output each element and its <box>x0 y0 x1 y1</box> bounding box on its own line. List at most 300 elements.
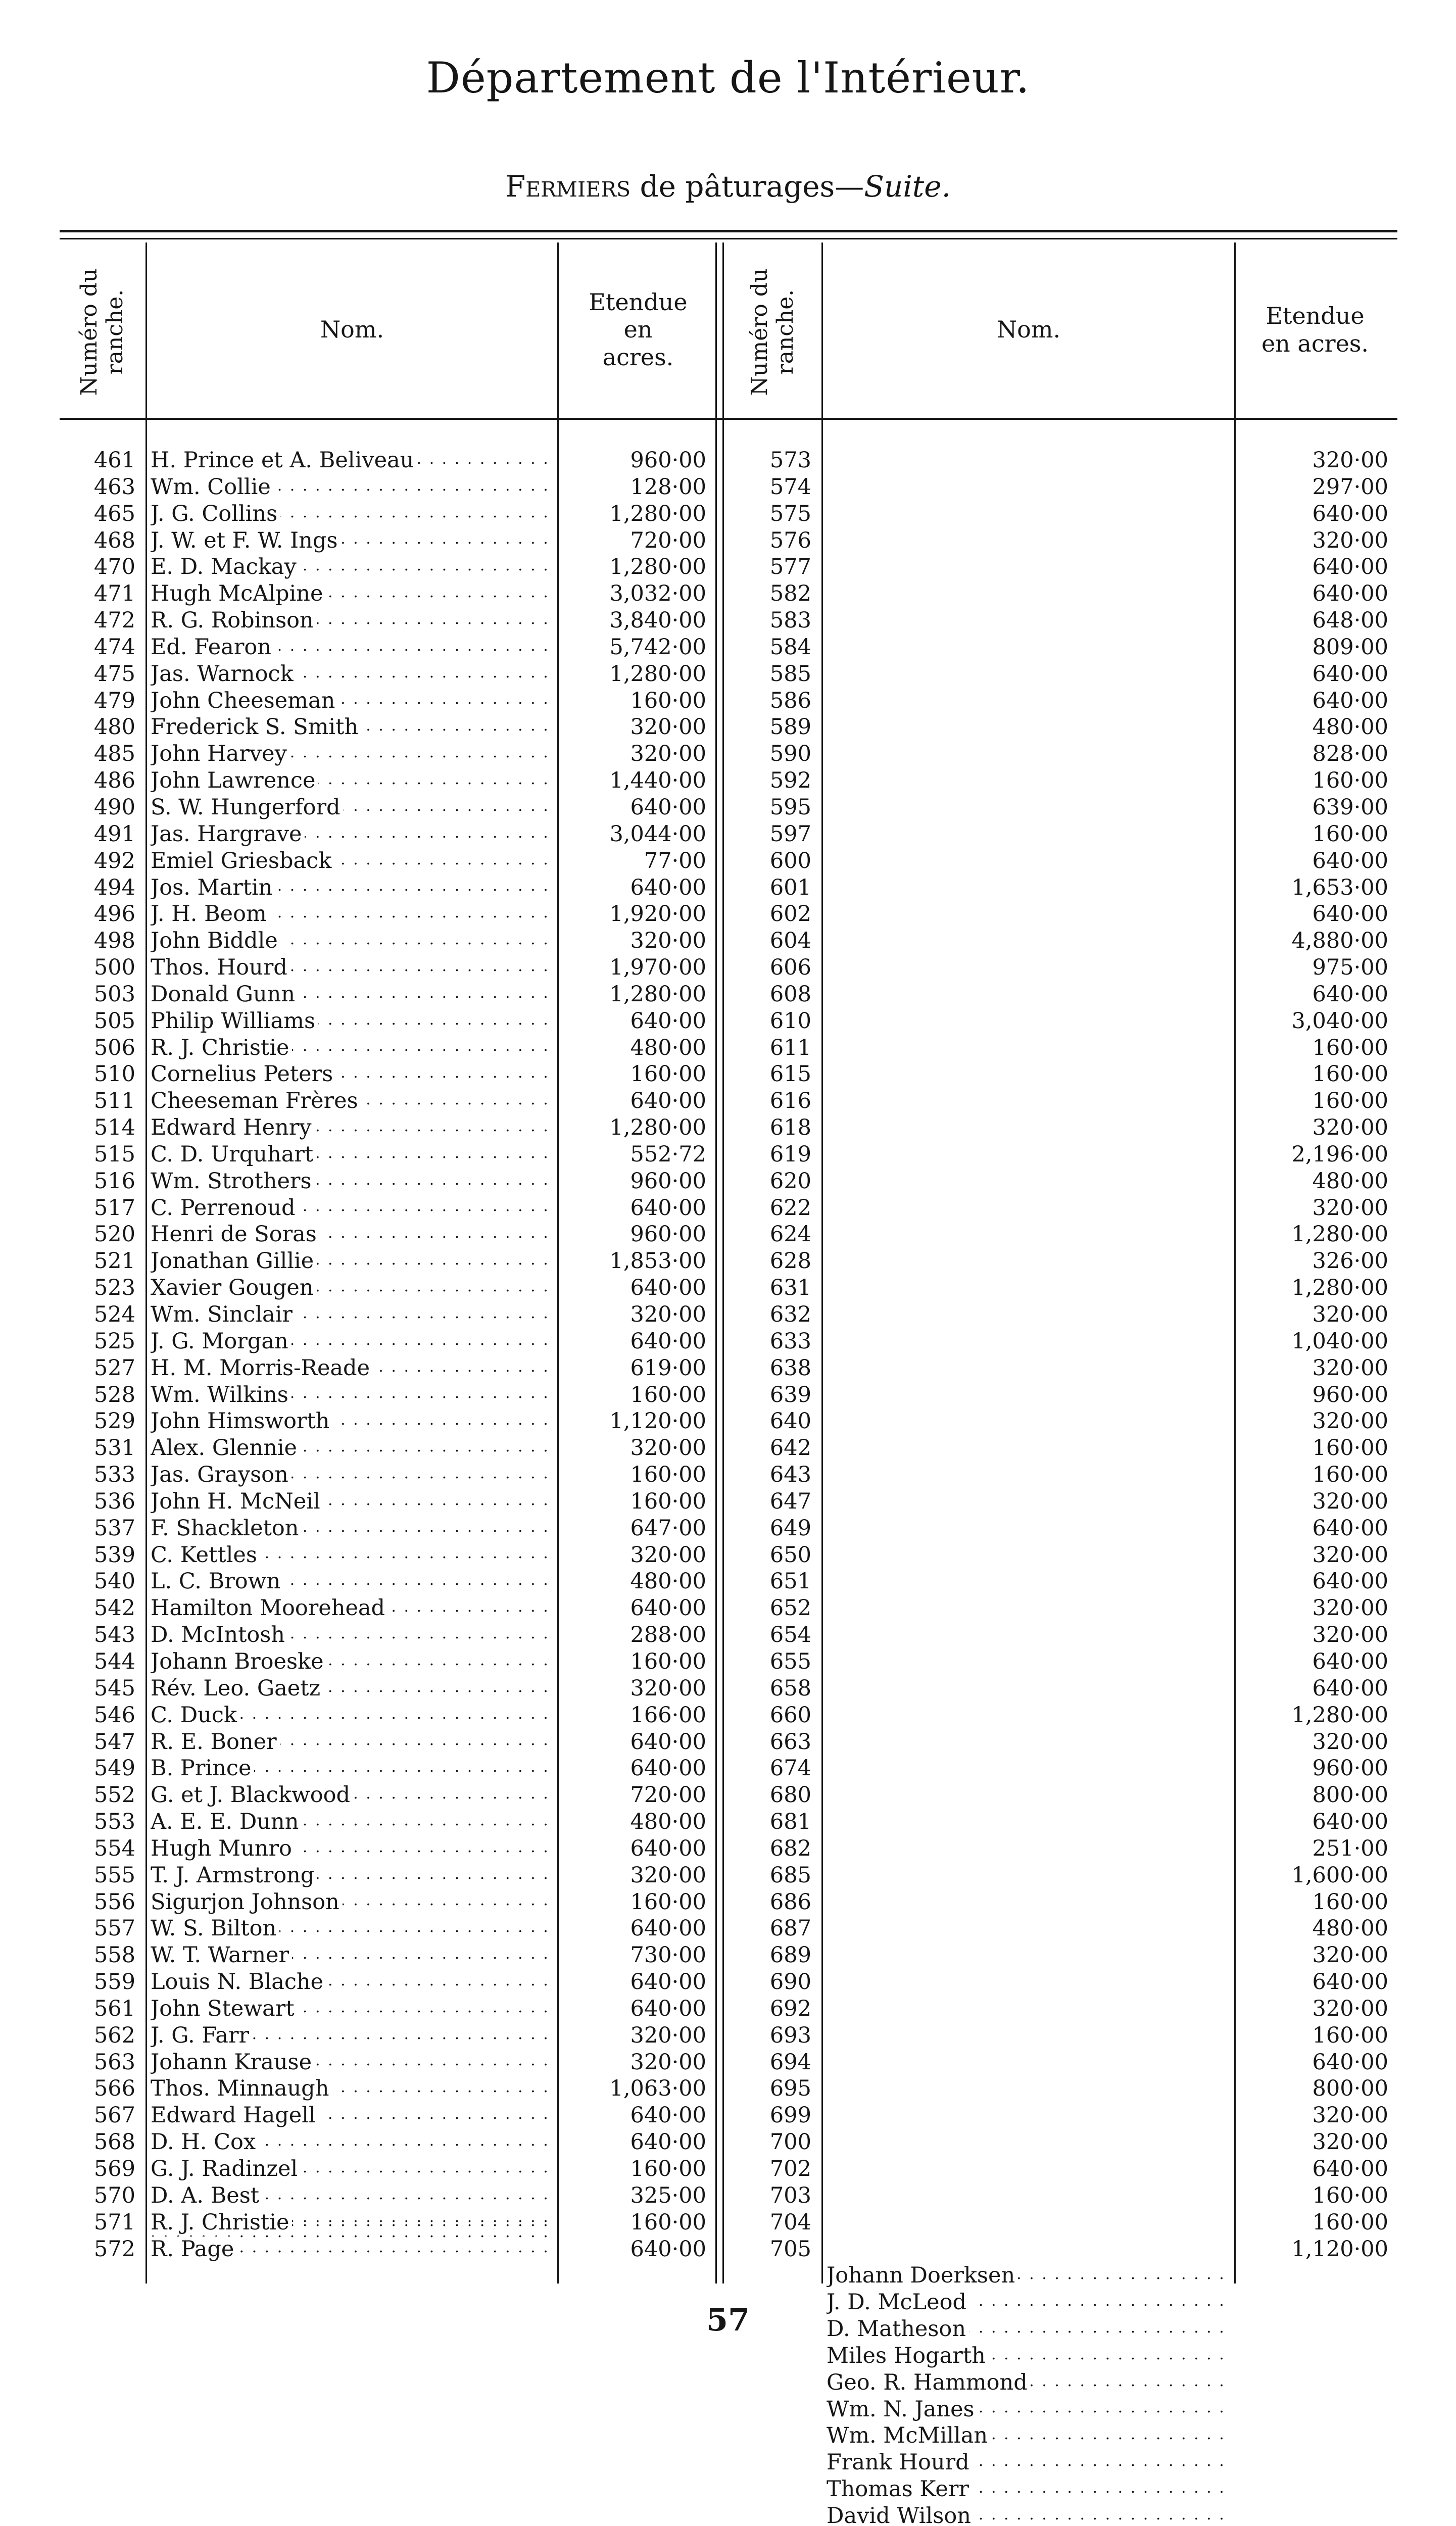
rancher-name-text: Geo. R. Hammond <box>827 2370 1031 2395</box>
area-acres: 320·00 <box>630 741 706 767</box>
area-acres: 640·00 <box>1312 1969 1388 1995</box>
area-acres: 640·00 <box>630 1996 706 2021</box>
area-acres: 975·00 <box>1312 955 1388 981</box>
ranch-number: 569 <box>93 2156 135 2181</box>
area-acres: 640·00 <box>1312 688 1388 713</box>
rancher-name-text: D. McIntosh <box>151 1622 288 1647</box>
ranch-number: 572 <box>93 2236 135 2262</box>
ranch-number: 674 <box>769 1756 811 1781</box>
rancher-name-text: Hugh McAlpine <box>151 581 326 606</box>
ranch-number: 525 <box>93 1328 135 1354</box>
rancher-name <box>827 2343 1228 2369</box>
area-acres: 640·00 <box>630 2103 706 2128</box>
rancher-name-text: F. Shackleton <box>151 1516 302 1541</box>
rancher-name-text: Philip Williams <box>151 1008 318 1034</box>
rancher-name <box>151 447 550 474</box>
area-acres: 480·00 <box>1312 1916 1388 1941</box>
subtitle-caps: Fermiers <box>505 169 631 204</box>
area-acres: 320·00 <box>1312 1195 1388 1221</box>
area-acres: 640·00 <box>1312 581 1388 607</box>
rancher-name <box>151 1622 550 1648</box>
ranch-number: 539 <box>93 1542 135 1568</box>
area-acres: 960·00 <box>630 1168 706 1194</box>
rancher-name <box>151 1088 550 1114</box>
left-name-column <box>151 447 550 2262</box>
rancher-name-text: Edward Hagell <box>151 2103 319 2128</box>
rancher-name-text: C. Duck <box>151 1703 240 1728</box>
header-area-right <box>1257 242 1373 417</box>
rancher-name-text: Thomas Kerr <box>827 2476 972 2502</box>
ranch-number: 618 <box>769 1115 811 1141</box>
ranch-number: 650 <box>769 1542 811 1568</box>
header-name-label: Nom. <box>320 316 384 344</box>
area-acres: 1,280·00 <box>1291 1702 1388 1728</box>
area-acres: 320·00 <box>1312 1729 1388 1755</box>
ranch-number: 602 <box>769 901 811 927</box>
area-acres: 160·00 <box>630 2209 706 2235</box>
rancher-name <box>151 901 550 928</box>
ranch-number: 643 <box>769 1462 811 1488</box>
area-acres: 1,970·00 <box>609 955 706 981</box>
rancher-name-text: Xavier Gougen <box>151 1275 317 1300</box>
area-acres: 640·00 <box>1312 1648 1388 1674</box>
rancher-name-text: G. J. Radinzel <box>151 2156 301 2181</box>
rancher-name <box>151 1301 550 1328</box>
rancher-name-text: Alex. Glennie <box>151 1435 300 1461</box>
area-acres: 160·00 <box>630 688 706 713</box>
rancher-name <box>151 2182 550 2209</box>
rancher-name <box>151 661 550 688</box>
area-acres: 320·00 <box>630 1542 706 1568</box>
rancher-name-text: Johann Doerksen <box>827 2263 1018 2288</box>
rancher-name <box>151 2075 550 2102</box>
area-acres: 320·00 <box>630 1862 706 1888</box>
col-divider <box>1234 242 1236 2284</box>
area-acres: 320·00 <box>1312 527 1388 553</box>
ranch-number: 681 <box>769 1809 811 1835</box>
ranch-number: 682 <box>769 1835 811 1861</box>
ranch-number: 631 <box>769 1275 811 1301</box>
rancher-name-text: H. Prince et A. Beliveau <box>151 448 417 473</box>
rancher-name-text: Jonathan Gillie <box>151 1248 317 1274</box>
rancher-name-text: J. W. et F. W. Ings <box>151 528 341 553</box>
rancher-name-text: John Cheeseman <box>151 688 338 713</box>
rancher-name <box>151 794 550 821</box>
rancher-name <box>151 2102 550 2129</box>
rancher-name <box>151 1702 550 1729</box>
rancher-name <box>151 1008 550 1035</box>
ranch-number: 589 <box>769 714 811 740</box>
ranch-number: 480 <box>93 714 135 740</box>
rancher-name <box>151 1168 550 1195</box>
area-acres: 320·00 <box>1312 1542 1388 1568</box>
area-acres: 960·00 <box>1312 1756 1388 1781</box>
ranch-number: 545 <box>93 1675 135 1701</box>
rancher-name-text: Wm. Strothers <box>151 1169 315 1194</box>
ranch-number: 577 <box>769 554 811 580</box>
ranch-number: 686 <box>769 1889 811 1915</box>
ranch-number: 600 <box>769 848 811 873</box>
rancher-name <box>151 1328 550 1355</box>
ranch-number: 468 <box>93 527 135 553</box>
rancher-name <box>151 1542 550 1569</box>
page-number: 57 <box>706 2301 750 2338</box>
ranch-number: 693 <box>769 2022 811 2048</box>
rancher-name <box>827 2449 1228 2476</box>
area-acres: 320·00 <box>1312 1408 1388 1434</box>
ranch-number: 628 <box>769 1248 811 1274</box>
area-acres: 160·00 <box>1312 1435 1388 1461</box>
right-number-column <box>725 447 811 2262</box>
area-acres: 640·00 <box>630 794 706 820</box>
area-acres: 640·00 <box>630 2236 706 2262</box>
ranch-number: 521 <box>93 1248 135 1274</box>
area-acres: 640·00 <box>630 1916 706 1941</box>
area-acres: 800·00 <box>1312 2076 1388 2102</box>
rancher-name-text: J. G. Morgan <box>151 1329 292 1354</box>
ranch-number: 610 <box>769 1008 811 1034</box>
header-area-label: Etendue en acres. <box>1261 302 1369 357</box>
ranch-number: 520 <box>93 1222 135 1247</box>
ranch-number: 554 <box>93 1835 135 1861</box>
rancher-name-text: Sigurjon Johnson <box>151 1889 343 1915</box>
rancher-name <box>151 821 550 848</box>
rancher-name <box>151 1942 550 1969</box>
rancher-name-text: John Himsworth <box>151 1408 333 1434</box>
ranch-number: 490 <box>93 794 135 820</box>
subtitle-rest: de pâturages— <box>630 169 864 204</box>
rancher-name-text: Jas. Grayson <box>151 1462 292 1487</box>
rancher-name <box>151 928 550 954</box>
ranch-number: 571 <box>93 2209 135 2235</box>
ranch-number: 515 <box>93 1141 135 1167</box>
rancher-name <box>151 2022 550 2049</box>
rancher-name <box>151 1488 550 1515</box>
rancher-name <box>151 1648 550 1675</box>
area-acres: 1,280·00 <box>1291 1275 1388 1301</box>
ranch-number: 486 <box>93 768 135 794</box>
rancher-name <box>151 741 550 767</box>
area-acres: 720·00 <box>630 527 706 553</box>
rancher-name <box>827 2262 1228 2289</box>
area-acres: 730·00 <box>630 1942 706 1968</box>
rancher-name <box>151 1889 550 1916</box>
rancher-name <box>151 1114 550 1141</box>
rancher-name <box>151 1408 550 1435</box>
area-acres: 160·00 <box>1312 2209 1388 2235</box>
rancher-name-text: J. H. Beom <box>151 901 270 927</box>
rancher-name <box>151 2049 550 2076</box>
rancher-name <box>827 2476 1228 2503</box>
area-acres: 326·00 <box>1312 1248 1388 1274</box>
rancher-name <box>151 1462 550 1488</box>
rancher-name <box>151 688 550 714</box>
ranch-number: 498 <box>93 928 135 954</box>
ranch-number: 692 <box>769 1996 811 2021</box>
ranch-number: 485 <box>93 741 135 767</box>
ranch-number: 500 <box>93 955 135 981</box>
ranch-number: 575 <box>769 501 811 526</box>
rancher-name-text: John Biddle <box>151 928 281 953</box>
rancher-name-text: C. D. Urquhart <box>151 1142 316 1167</box>
ranch-number: 503 <box>93 981 135 1007</box>
rancher-name <box>151 1835 550 1862</box>
ranch-number: 491 <box>93 821 135 847</box>
header-bottom-rule <box>60 418 1397 420</box>
ranch-number: 624 <box>769 1222 811 1247</box>
area-acres: 320·00 <box>1312 1595 1388 1621</box>
rancher-name <box>151 714 550 741</box>
left-area-column <box>560 447 706 2262</box>
mid-divider-right <box>722 242 724 2284</box>
ranch-number: 663 <box>769 1729 811 1755</box>
ranch-number: 639 <box>769 1382 811 1407</box>
rancher-name-text: Edward Henry <box>151 1115 315 1140</box>
ranch-number: 536 <box>93 1488 135 1514</box>
rancher-name <box>827 2396 1228 2423</box>
rancher-name <box>151 1996 550 2022</box>
rancher-name <box>151 1969 550 1996</box>
area-acres: 640·00 <box>630 1328 706 1354</box>
rancher-name-text: Cheeseman Frères <box>151 1088 361 1113</box>
ranch-number: 517 <box>93 1195 135 1221</box>
area-acres: 320·00 <box>1312 448 1388 473</box>
ranch-number: 606 <box>769 955 811 981</box>
left-number-column <box>60 447 135 2262</box>
ranch-number: 649 <box>769 1515 811 1541</box>
ranch-number: 660 <box>769 1702 811 1728</box>
ranch-number: 470 <box>93 554 135 580</box>
rancher-name <box>151 1035 550 1061</box>
rancher-name <box>151 527 550 554</box>
area-acres: 640·00 <box>630 1835 706 1861</box>
rancher-name-text: Ed. Fearon <box>151 635 274 660</box>
ranch-number: 583 <box>769 608 811 634</box>
rancher-name <box>151 1248 550 1275</box>
ranch-number: 694 <box>769 2049 811 2075</box>
rancher-name <box>151 1382 550 1408</box>
ranch-number: 585 <box>769 661 811 687</box>
ranch-number: 642 <box>769 1435 811 1461</box>
rancher-name <box>151 1275 550 1301</box>
area-acres: 160·00 <box>1312 768 1388 794</box>
area-acres: 1,280·00 <box>609 661 706 687</box>
rancher-name <box>151 1729 550 1756</box>
rancher-name-text: W. S. Bilton <box>151 1916 279 1941</box>
ranch-number: 647 <box>769 1488 811 1514</box>
rancher-name <box>151 1141 550 1168</box>
area-acres: 251·00 <box>1312 1835 1388 1861</box>
rancher-name-text: Frederick S. Smith <box>151 714 361 740</box>
area-acres: 160·00 <box>630 1462 706 1488</box>
ranch-number: 516 <box>93 1168 135 1194</box>
rancher-name-text: Johann Krause <box>151 2050 315 2075</box>
area-acres: 640·00 <box>630 1088 706 1114</box>
header-area-left <box>585 242 691 417</box>
col-divider <box>821 242 823 2284</box>
ranch-number: 640 <box>769 1408 811 1434</box>
rancher-name-text: Emiel Griesback <box>151 848 334 873</box>
rancher-name-text: Miles Hogarth <box>827 2343 989 2368</box>
rancher-name-text: Jas. Hargrave <box>151 821 305 847</box>
ranch-number: 547 <box>93 1729 135 1755</box>
area-acres: 160·00 <box>1312 2182 1388 2208</box>
rancher-name <box>151 607 550 634</box>
ranch-number: 553 <box>93 1809 135 1835</box>
area-acres: 640·00 <box>1312 901 1388 927</box>
header-name-right <box>823 242 1234 417</box>
rancher-name <box>151 2156 550 2182</box>
rancher-name-text: Hugh Munro <box>151 1836 295 1861</box>
rancher-name <box>827 2503 1228 2526</box>
area-acres: 160·00 <box>1312 1462 1388 1488</box>
area-acres: 1,280·00 <box>609 554 706 580</box>
ranch-number: 633 <box>769 1328 811 1354</box>
header-number-label: Numéro du ranche. <box>76 268 128 396</box>
rancher-name-text: W. T. Warner <box>151 1942 292 1968</box>
rancher-name-text: R. J. Christie <box>151 2210 292 2235</box>
rancher-name <box>151 1515 550 1542</box>
area-acres: 647·00 <box>630 1515 706 1541</box>
area-acres: 3,040·00 <box>1291 1008 1388 1034</box>
rancher-name-text: D. Matheson <box>827 2316 969 2342</box>
rancher-name-text: R. Page <box>151 2237 237 2262</box>
area-acres: 640·00 <box>630 1756 706 1781</box>
area-acres: 160·00 <box>630 1889 706 1915</box>
rancher-name-text: John Stewart <box>151 1996 298 2021</box>
area-acres: 320·00 <box>630 2022 706 2048</box>
ranch-number: 586 <box>769 688 811 713</box>
ranch-number: 699 <box>769 2103 811 2128</box>
mid-divider-left <box>715 242 717 2284</box>
area-acres: 1,600·00 <box>1291 1862 1388 1888</box>
ranch-number: 573 <box>769 448 811 473</box>
area-acres: 1,853·00 <box>609 1248 706 1274</box>
ranch-number: 511 <box>93 1088 135 1114</box>
rancher-name <box>151 1061 550 1088</box>
ranch-number: 463 <box>93 474 135 500</box>
ranch-number: 555 <box>93 1862 135 1888</box>
rancher-name-text: T. J. Armstrong <box>151 1863 317 1888</box>
ranch-number: 705 <box>769 2236 811 2262</box>
ranch-number: 695 <box>769 2076 811 2102</box>
ranch-number: 496 <box>93 901 135 927</box>
ranch-number: 561 <box>93 1996 135 2021</box>
area-acres: 640·00 <box>1312 1515 1388 1541</box>
rancher-name <box>151 981 550 1008</box>
ranch-number: 494 <box>93 875 135 900</box>
rancher-name <box>151 1195 550 1222</box>
area-acres: 1,280·00 <box>609 981 706 1007</box>
area-acres: 648·00 <box>1312 608 1388 634</box>
rancher-name-text: Cornelius Peters <box>151 1061 336 1087</box>
ranch-number: 622 <box>769 1195 811 1221</box>
area-acres: 1,040·00 <box>1291 1328 1388 1354</box>
area-acres: 320·00 <box>630 714 706 740</box>
rancher-name <box>151 1782 550 1809</box>
area-acres: 160·00 <box>630 1648 706 1674</box>
area-acres: 320·00 <box>1312 1942 1388 1968</box>
area-acres: 320·00 <box>1312 1996 1388 2021</box>
area-acres: 4,880·00 <box>1291 928 1388 954</box>
rancher-name <box>151 634 550 661</box>
area-acres: 320·00 <box>1312 1622 1388 1648</box>
ranch-number: 611 <box>769 1035 811 1060</box>
rancher-name-text: Johann Broeske <box>151 1649 327 1674</box>
ranch-number: 590 <box>769 741 811 767</box>
area-acres: 166·00 <box>630 1702 706 1728</box>
header-number-left <box>62 256 143 408</box>
area-acres: 160·00 <box>1312 1889 1388 1915</box>
ranch-number: 475 <box>93 661 135 687</box>
area-acres: 160·00 <box>630 2156 706 2181</box>
ranch-number: 582 <box>769 581 811 607</box>
area-acres: 160·00 <box>630 1488 706 1514</box>
rancher-name <box>827 2422 1228 2449</box>
ranch-number: 655 <box>769 1648 811 1674</box>
area-acres: 2,196·00 <box>1291 1141 1388 1167</box>
ranch-number: 690 <box>769 1969 811 1995</box>
rancher-name-text: John H. McNeil <box>151 1489 323 1514</box>
area-acres: 160·00 <box>1312 821 1388 847</box>
ranch-number: 474 <box>93 634 135 660</box>
rancher-name <box>151 1221 550 1248</box>
ranch-number: 632 <box>769 1302 811 1327</box>
area-acres: 1,920·00 <box>609 901 706 927</box>
area-acres: 5,742·00 <box>609 634 706 660</box>
rancher-name <box>151 1595 550 1622</box>
rancher-name-text: R. J. Christie <box>151 1035 292 1060</box>
ranch-number: 574 <box>769 474 811 500</box>
rancher-name-text: J. G. Collins <box>151 501 280 526</box>
rancher-name-text: C. Perrenoud <box>151 1195 299 1221</box>
ranch-number: 638 <box>769 1355 811 1381</box>
area-acres: 960·00 <box>1312 1382 1388 1407</box>
ranch-number: 652 <box>769 1595 811 1621</box>
rancher-name-text: John Harvey <box>151 741 290 766</box>
area-acres: 480·00 <box>630 1569 706 1594</box>
area-acres: 640·00 <box>630 1969 706 1995</box>
rancher-name <box>151 474 550 501</box>
area-acres: 480·00 <box>630 1809 706 1835</box>
area-acres: 640·00 <box>630 1595 706 1621</box>
rancher-name-text: Wm. Collie <box>151 474 274 500</box>
rancher-name <box>151 1568 550 1595</box>
header-number-label: Numéro du ranche. <box>747 268 798 396</box>
rancher-name-text: John Lawrence <box>151 768 318 793</box>
ranch-number: 465 <box>93 501 135 526</box>
area-acres: 320·00 <box>1312 1488 1388 1514</box>
area-acres: 640·00 <box>1312 661 1388 687</box>
ranch-number: 505 <box>93 1008 135 1034</box>
ranch-number: 528 <box>93 1382 135 1407</box>
ranch-number: 687 <box>769 1916 811 1941</box>
area-acres: 960·00 <box>630 448 706 473</box>
rancher-name-text: Louis N. Blache <box>151 1969 326 1995</box>
rancher-name-text: Henri de Soras <box>151 1222 320 1247</box>
ranch-number: 472 <box>93 608 135 634</box>
ranch-number: 479 <box>93 688 135 713</box>
area-acres: 640·00 <box>630 1275 706 1301</box>
area-acres: 480·00 <box>1312 714 1388 740</box>
area-acres: 320·00 <box>630 2049 706 2075</box>
ranch-number: 584 <box>769 634 811 660</box>
header-name-label: Nom. <box>996 316 1061 344</box>
rancher-name-text: Jas. Warnock <box>151 661 297 687</box>
rancher-name <box>151 580 550 607</box>
rancher-name-text: Jos. Martin <box>151 875 275 900</box>
area-acres: 320·00 <box>630 1675 706 1701</box>
